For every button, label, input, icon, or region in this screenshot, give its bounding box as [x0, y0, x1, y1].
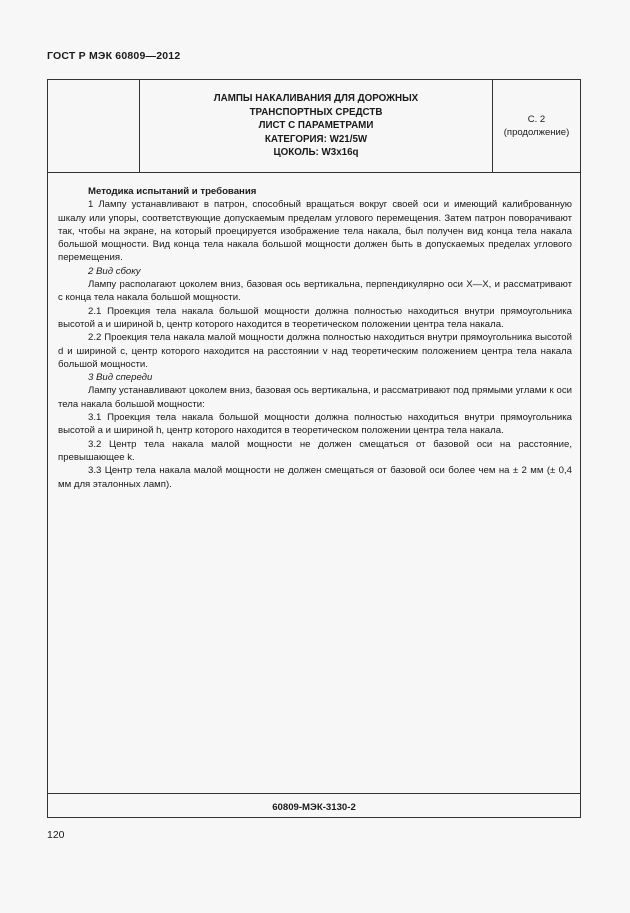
paragraph: Лампу устанавливают цоколем вниз, базовая ось вертикальна, и рассматривают под прямыми углами к оси тела накала большой мощности:	[58, 385, 572, 410]
title-block-center	[140, 80, 493, 172]
standard-header: ГОСТ Р МЭК 60809—2012	[47, 50, 181, 62]
title-line-5: ЦОКОЛЬ: W3x16q	[273, 147, 359, 159]
sheet-label: С. 2	[527, 114, 546, 125]
paragraph: 3.1 Проекция тела накала большой мощности должна полностью находиться внутри прямоугольника высотой a и шириной h, центр которого находится в теоретическом положении центра тела накала.	[58, 412, 572, 437]
paragraph: 2.2 Проекция тела накала малой мощности должна полностью находиться внутри прямоугольника высотой d и шириной c, центр которого находится на расстоянии v над теоретическим положением центра тела накала большой мощности.	[58, 332, 572, 370]
paragraph: 3.3 Центр тела накала малой мощности не должен смещаться от базовой оси более чем на ± 2 мм (± 0,4 мм для эталонных ламп).	[58, 465, 572, 490]
paragraph: Лампу располагают цоколем вниз, базовая ось вертикальна, перпендикулярно оси X—X, и рассматривают с конца тела накала большой мощности.	[58, 279, 572, 304]
paragraph: 1 Лампу устанавливают в патрон, способный вращаться вокруг своей оси и имеющий калиброванную шкалу или упоры, соответствующие допускаемым пределам углового перемещения. Затем патрон поворачивают так, чтобы на экране, на который проецируется изображение тела накала, был получен вид конца тела накала большой мощности. Вид конца тела накала большой мощности должен быть в допускаемых пределах углового перемещения.	[58, 199, 572, 264]
title-block	[48, 80, 580, 173]
sheet-number-cell	[493, 80, 580, 172]
title-line-2: ТРАНСПОРТНЫХ СРЕДСТВ	[249, 106, 383, 118]
section-title: Методика испытаний и требования	[88, 186, 257, 197]
title-line-1: ЛАМПЫ НАКАЛИВАНИЯ ДЛЯ ДОРОЖНЫХ	[213, 93, 419, 105]
title-line-3: ЛИСТ С ПАРАМЕТРАМИ	[258, 120, 374, 132]
paragraph: 3.2 Центр тела накала малой мощности не должен смещаться от базовой оси на расстояние, превышающее k.	[58, 438, 572, 463]
footer-code: 60809-МЭК-3130-2	[48, 793, 580, 820]
paragraph: 2.1 Проекция тела накала большой мощности должна полностью находиться внутри прямоугольника высотой a и шириной b, центр которого находится в теоретическом положении центра тела накала.	[58, 305, 572, 330]
sheet-frame	[47, 79, 581, 818]
body-text	[58, 185, 572, 491]
subheading: 2 Вид сбоку	[88, 265, 141, 277]
title-block-empty-cell	[48, 80, 140, 172]
sheet-note: (продолжение)	[503, 127, 570, 138]
subheading: 3 Вид спереди	[88, 372, 153, 384]
page-number: 120	[47, 829, 65, 841]
title-line-4: КАТЕГОРИЯ: W21/5W	[264, 133, 368, 145]
